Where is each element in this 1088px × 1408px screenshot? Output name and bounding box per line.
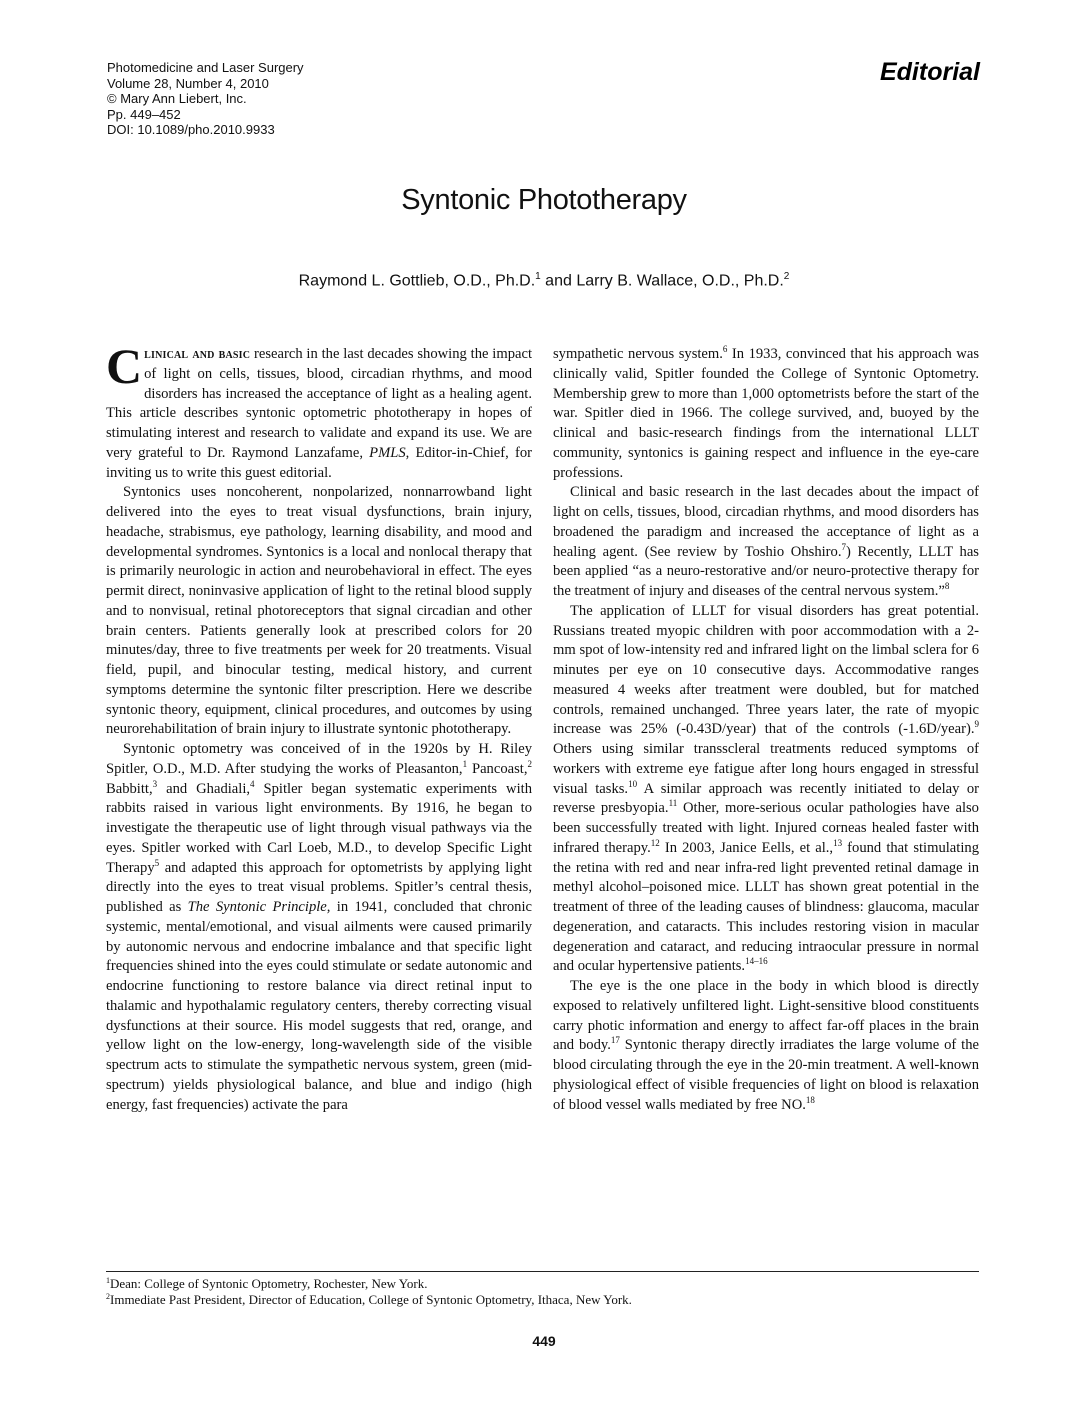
paragraph-text: In 2003, Janice Eells, et al.,: [659, 839, 834, 856]
citation-ref[interactable]: 7: [841, 541, 846, 552]
author-name: Larry B. Wallace, O.D., Ph.D.: [576, 272, 784, 290]
footnote-text: Dean: College of Syntonic Optometry, Rochester, New York.: [110, 1276, 428, 1291]
footnote: [106, 1292, 632, 1308]
doi: DOI: 10.1089/pho.2010.9933: [107, 122, 275, 138]
paragraph-text: in 1941, concluded that chronic systemic, mental/​emotional, and visual ailments were caused primarily by autonomic nervous and endocrine imbalance and that specific light frequencies shined into the eyes could stimulate or sedate autonomic and endocrine functioning to restore balance via direct retinal input to thalamic and hypothalamic regulatory centers, thereby correcting visual dysfunctions at their source. His model suggests that red, orange, and yellow light on the low-energy, long-wavelength side of the visible spectrum acts to stimulate the sympathetic nervous system, green (mid-spectrum) yields physiological balance, and blue and indigo (high energy, fast frequencies) activate the para: [106, 899, 532, 1113]
affiliation-mark: 1: [535, 271, 541, 282]
citation-ref[interactable]: 8: [944, 581, 950, 591]
paragraph-text: research in the last decades showing the impact of light on cells, tissues, blood, circadian rhythms, and mood disorders has increased the acceptance of light as a healing agent. This article describes syntonic optometric phototherapy in hopes of stimulating interest and research to validate and expand its use. We are very grateful to Dr. Raymond Lanzafame,: [106, 346, 532, 461]
paragraph-text: and adapted this approach for optometrists by applying light directly into the eyes to treat visual problems. Spitler’s central thesis, published as: [106, 859, 532, 915]
paragraph-text: Other, more-serious ocular pathologies have also been successfully treated with light. Injured corneas healed faster with infrared therapy.: [553, 800, 979, 856]
page-number: 449: [532, 1333, 556, 1349]
paragraph: [106, 740, 532, 1115]
footnotes: [106, 1276, 632, 1308]
journal-abbrev: PMLS: [369, 444, 406, 461]
citation-ref[interactable]: 4: [250, 778, 255, 789]
paragraph-text: found that stimulating the retina with red and near infra-red light prevented retinal damage in methyl alcohol–poisoned mice. LLLT has shown great potential in the treatment of three of the leading causes of blindness: glaucoma, macular degeneration, and cataracts. This includes restoring vision in macular degeneration and cataract, and reducing intraocular pressure in normal and ocular hypertensive patients.: [553, 839, 979, 975]
citation-ref[interactable]: 3: [152, 778, 158, 789]
citation-ref[interactable]: 5: [154, 857, 160, 868]
footnote: [106, 1276, 632, 1292]
paragraph-text: , Editor-in-Chief, for inviting us to write this guest editorial.: [106, 444, 532, 481]
paragraph-text: Syntonic therapy directly irradiates the large volume of the blood circulating through the eye in the 20-min treatment. A well-known physiological effect of visible frequencies of light on blood is relaxation of blood vessel walls mediated by free NO.: [553, 1037, 980, 1113]
citation-ref[interactable]: 17: [610, 1035, 620, 1046]
citation-ref[interactable]: 18: [805, 1094, 815, 1105]
author-name: Raymond L. Gottlieb, O.D., Ph.D.: [298, 272, 536, 290]
paragraph-text: ) Recently, LLLT has been applied “as a neuro-restorative and/or neuro-protective therapy for the treatment of injury and diseases of the central nervous system.”: [553, 543, 979, 599]
journal-volume: Volume 28, Number 4, 2010: [107, 75, 269, 91]
section-label: Editorial: [879, 58, 980, 86]
paragraph: [553, 602, 979, 977]
journal-name: Photomedicine and Laser Surgery: [107, 60, 304, 75]
footnote-mark: 2: [106, 1292, 110, 1301]
paragraph-text: Spitler began systematic experiments with rabbits raised in various light environments. By 1916, he began to investigate the therapeutic use of light through visual pathways via the eyes. Spitler worked with Carl Loeb, M.D., to develop Specific Light Therapy: [106, 780, 532, 876]
affiliation-mark: 2: [783, 271, 790, 282]
paragraph-text: Others using similar transscleral treatments reduced symptoms of workers with extreme eye fatigue after long hours engaged in stressful visual tasks.: [553, 741, 979, 797]
left-column: [106, 338, 532, 1115]
author-list: [0, 271, 1088, 290]
paragraph-text: Pancoast,: [467, 760, 528, 777]
citation-ref[interactable]: 12: [650, 837, 660, 848]
lead-in-smallcaps: linical and basic: [144, 346, 251, 362]
paragraph-text: and Ghadiali,: [157, 780, 251, 797]
page-range: Pp. 449–452: [107, 106, 181, 122]
citation-ref[interactable]: 10: [628, 778, 638, 789]
copyright: © Mary Ann Liebert, Inc.: [107, 91, 247, 107]
paragraph: Syntonics uses noncoherent, nonpolarized, nonnarrowband light delivered into the eyes to treat visual dysfunctions, brain injury, headache, strabismus, eye pathology, learning disability, and mood and developmental syndromes. Syntonics is a local and nonlocal therapy that is primarily neurologic in action and neurobehavioral in effect. The eyes permit direct, noninvasive application of light to the retinal blood supply and to nonvisual, retinal photoreceptors that signal circadian and other brain centers. Patients generally look at prescribed colors for 20 minutes/day, three to five treatments per week for 20 treatments. Visual field, pupil, and binocular testing, medical history, and current symptoms determine the syntonic filter prescription. Here we describe syntonic theory, equipment, clinical procedures, and outcomes by using neurorehabilitation of brain injury to illustrate syntonic phototherapy.: [106, 484, 532, 738]
citation-ref[interactable]: 6: [722, 344, 728, 354]
paragraph-text: The application of LLLT for visual disorders has great potential. Russians treated myopic children with poor accommodation with a 2-mm spot of low-intensity red and infrared light on the limbal sclera for 6 minutes per eye on 10 consecutive days. Accommodative ranges measured 4 weeks after treatment were doubled, but for matched controls, remained unchanged. Three years later, the rate of myopic increase was 25% (-0.43D/year) that of the controls (-1.6D/year).: [553, 602, 979, 738]
citation-ref[interactable]: 11: [668, 798, 678, 809]
paragraph-text: Clinical and basic research in the last decades about the impact of light on cells, tissues, blood, circadian rhythms, and mood disorders has broadened the paradigm and increased the acceptance of light as a healing agent. (See review by Toshio Ohshiro.: [553, 484, 979, 560]
drop-cap: C: [106, 338, 143, 394]
article-title: Syntonic Phototherapy: [401, 184, 687, 216]
footnote-divider: [106, 1271, 979, 1272]
citation-ref[interactable]: 2: [527, 758, 532, 769]
citation-ref[interactable]: 1: [462, 758, 468, 769]
paragraph-text: Babbitt,: [106, 780, 153, 797]
paragraph-text: In 1933, convinced that his approach was clinically valid, Spitler founded the College of Syntonic Optometry. Membership grew to more than 1,000 optometrists before the start of the war. Spitler died in 1966. The college survived, and, buoyed by the clinical and basic-research findings from the international LLLT community, syntonics is gaining respect and influence in the eye-care professions.: [553, 346, 979, 481]
paragraph-text: The eye is the one place in the body in which blood is directly exposed to relatively unfiltered light. Light-sensitive blood constituents carry photic information and energy to affect far-off places in the brain and body.: [553, 978, 979, 1054]
paragraph-text: Syntonic optometry was conceived of in the 1920s by H. Riley Spitler, O.D., M.D. After studying the works of Pleasanton,: [106, 741, 532, 777]
citation-ref[interactable]: 14–16: [745, 956, 768, 967]
citation-ref[interactable]: 13: [833, 837, 843, 848]
footnote-mark: 1: [106, 1276, 110, 1285]
paragraph: [106, 338, 532, 483]
paragraph-text: sympathetic nervous system.: [553, 346, 723, 362]
footnote-text: Immediate Past President, Director of Education, College of Syntonic Optometry, Ithaca, New York.: [110, 1292, 632, 1307]
citation-ref[interactable]: 9: [974, 719, 979, 730]
journal-info: [107, 60, 304, 138]
paragraph-text: A similar approach was recently initiated to delay or reverse presbyopia.: [553, 780, 979, 817]
right-column: [553, 345, 979, 1115]
paragraph: [553, 345, 979, 483]
paragraph: [553, 483, 979, 602]
author-joiner: and: [540, 272, 577, 290]
book-title: The Syntonic Principle,: [187, 899, 331, 915]
paragraph: [553, 977, 979, 1115]
